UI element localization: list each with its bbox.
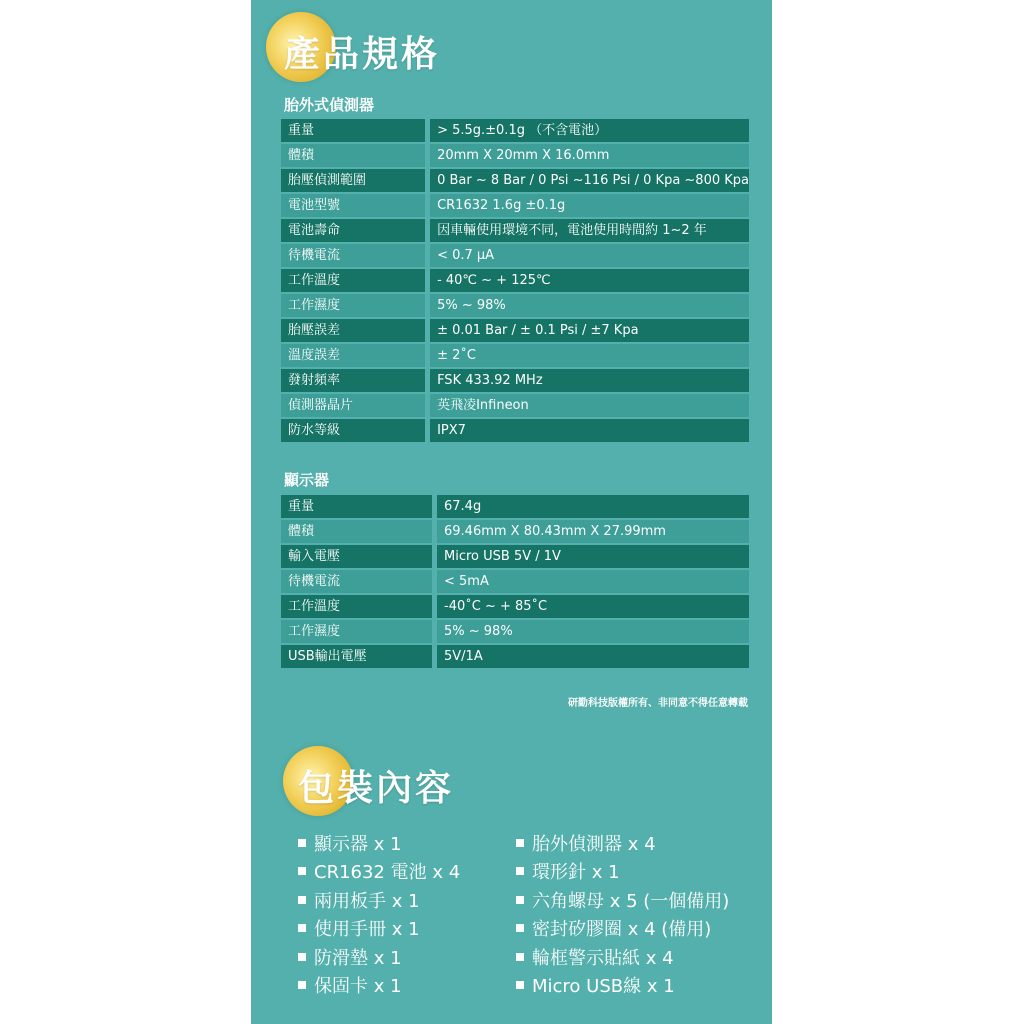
spec-row (281, 595, 749, 618)
spec-label: 工作濕度 (281, 620, 432, 643)
spec-row (281, 244, 749, 267)
spec-label: 待機電流 (281, 244, 425, 267)
spec-value: 0 Bar ~ 8 Bar / 0 Psi ~116 Psi / 0 Kpa ~800 Kpa (425, 169, 749, 192)
package-item-label: 六角螺母 x 5 (一個備用) (532, 890, 730, 912)
square-bullet-icon (298, 953, 306, 961)
square-bullet-icon (298, 896, 306, 904)
package-item-label: 胎外偵測器 x 4 (532, 834, 656, 855)
spec-value: FSK 433.92 MHz (425, 369, 749, 392)
spec-value: 5V/1A (432, 645, 749, 668)
spec-row (281, 419, 749, 442)
spec-row (281, 520, 749, 543)
package-item (516, 888, 729, 916)
spec-label: 待機電流 (281, 570, 432, 593)
package-item-label: 兩用板手 x 1 (314, 890, 420, 912)
spec-label: 溫度誤差 (281, 344, 425, 367)
square-bullet-icon (298, 867, 306, 875)
spec-label: 防水等級 (281, 419, 425, 442)
package-item (516, 859, 729, 887)
package-item (298, 973, 460, 1001)
spec-row (281, 545, 749, 568)
spec-label: USB輸出電壓 (281, 645, 432, 668)
package-item (516, 831, 729, 859)
package-item-label: 輪框警示貼紙 x 4 (532, 947, 674, 969)
package-item-label: Micro USB線 x 1 (532, 975, 675, 997)
spec-value: - 40℃ ~ + 125℃ (425, 269, 749, 292)
spec-row (281, 344, 749, 367)
spec-row (281, 620, 749, 643)
spec-row (281, 570, 749, 593)
package-list-right (516, 831, 729, 1001)
package-item-label: 密封矽膠圈 x 4 (備用) (532, 919, 712, 941)
spec-row (281, 294, 749, 317)
spec-row (281, 369, 749, 392)
spec-value: 20mm X 20mm X 16.0mm (425, 144, 749, 167)
package-item-label: 顯示器 x 1 (314, 834, 402, 855)
package-item (298, 888, 460, 916)
spec-value: 5% ~ 98% (432, 620, 749, 643)
square-bullet-icon (516, 867, 524, 875)
package-list-left (298, 831, 460, 1001)
spec-row (281, 144, 749, 167)
spec-label: 工作濕度 (281, 294, 425, 317)
spec-value: Micro USB 5V / 1V (432, 545, 749, 568)
package-item (516, 916, 729, 944)
spec-label: 胎壓偵測範圍 (281, 169, 425, 192)
spec-value: 67.4g (432, 495, 749, 518)
package-item (298, 859, 460, 887)
package-item-label: 保固卡 x 1 (314, 975, 402, 997)
spec-label: 輸入電壓 (281, 545, 432, 568)
spec-value: 5% ~ 98% (425, 294, 749, 317)
square-bullet-icon (516, 981, 524, 989)
spec-row (281, 495, 749, 518)
spec-value: 69.46mm X 80.43mm X 27.99mm (432, 520, 749, 543)
copyright-note: 研勤科技版權所有、非同意不得任意轉載 (568, 698, 748, 709)
spec-row (281, 169, 749, 192)
spec-row (281, 269, 749, 292)
sensor-section-title: 胎外式偵測器 (284, 96, 375, 114)
spec-value: -40˚C ~ + 85˚C (432, 595, 749, 618)
spec-label: 工作溫度 (281, 595, 432, 618)
spec-value: > 5.5g.±0.1g （不含電池） (425, 119, 749, 142)
spec-label: 工作溫度 (281, 269, 425, 292)
spec-label: 電池型號 (281, 194, 425, 217)
spec-value: 因車輛使用環境不同，電池使用時間約 1~2 年 (425, 219, 749, 242)
spec-label: 體積 (281, 144, 425, 167)
spec-row (281, 645, 749, 668)
spec-label: 偵測器晶片 (281, 394, 425, 417)
spec-row (281, 319, 749, 342)
package-item (298, 831, 460, 859)
package-item-label: CR1632 電池 x 4 (314, 862, 461, 884)
spec-value: 英飛凌Infineon (425, 394, 749, 417)
square-bullet-icon (516, 924, 524, 932)
spec-row (281, 119, 749, 142)
spec-label: 重量 (281, 119, 425, 142)
package-heading: 包裝內容 (298, 768, 455, 809)
square-bullet-icon (298, 981, 306, 989)
display-spec-table (281, 493, 749, 670)
spec-row (281, 194, 749, 217)
spec-label: 電池壽命 (281, 219, 425, 242)
spec-value: < 5mA (432, 570, 749, 593)
square-bullet-icon (516, 896, 524, 904)
package-item-label: 環形針 x 1 (532, 862, 620, 884)
display-section-title: 顯示器 (284, 471, 330, 489)
spec-row (281, 219, 749, 242)
spec-heading: 產品規格 (284, 34, 441, 75)
spec-value: IPX7 (425, 419, 749, 442)
package-item-label: 使用手冊 x 1 (314, 919, 420, 941)
spec-value: ± 0.01 Bar / ± 0.1 Psi / ±7 Kpa (425, 319, 749, 342)
spec-label: 重量 (281, 495, 432, 518)
square-bullet-icon (298, 924, 306, 932)
spec-value: ± 2˚C (425, 344, 749, 367)
package-item (516, 973, 729, 1001)
sensor-spec-table (281, 117, 749, 444)
square-bullet-icon (516, 839, 524, 847)
spec-label: 體積 (281, 520, 432, 543)
package-item-label: 防滑墊 x 1 (314, 947, 402, 969)
spec-label: 發射頻率 (281, 369, 425, 392)
package-item (516, 945, 729, 973)
spec-label: 胎壓誤差 (281, 319, 425, 342)
spec-row (281, 394, 749, 417)
package-item (298, 945, 460, 973)
spec-value: < 0.7 µA (425, 244, 749, 267)
square-bullet-icon (516, 953, 524, 961)
package-item (298, 916, 460, 944)
spec-value: CR1632 1.6g ±0.1g (425, 194, 749, 217)
square-bullet-icon (298, 839, 306, 847)
